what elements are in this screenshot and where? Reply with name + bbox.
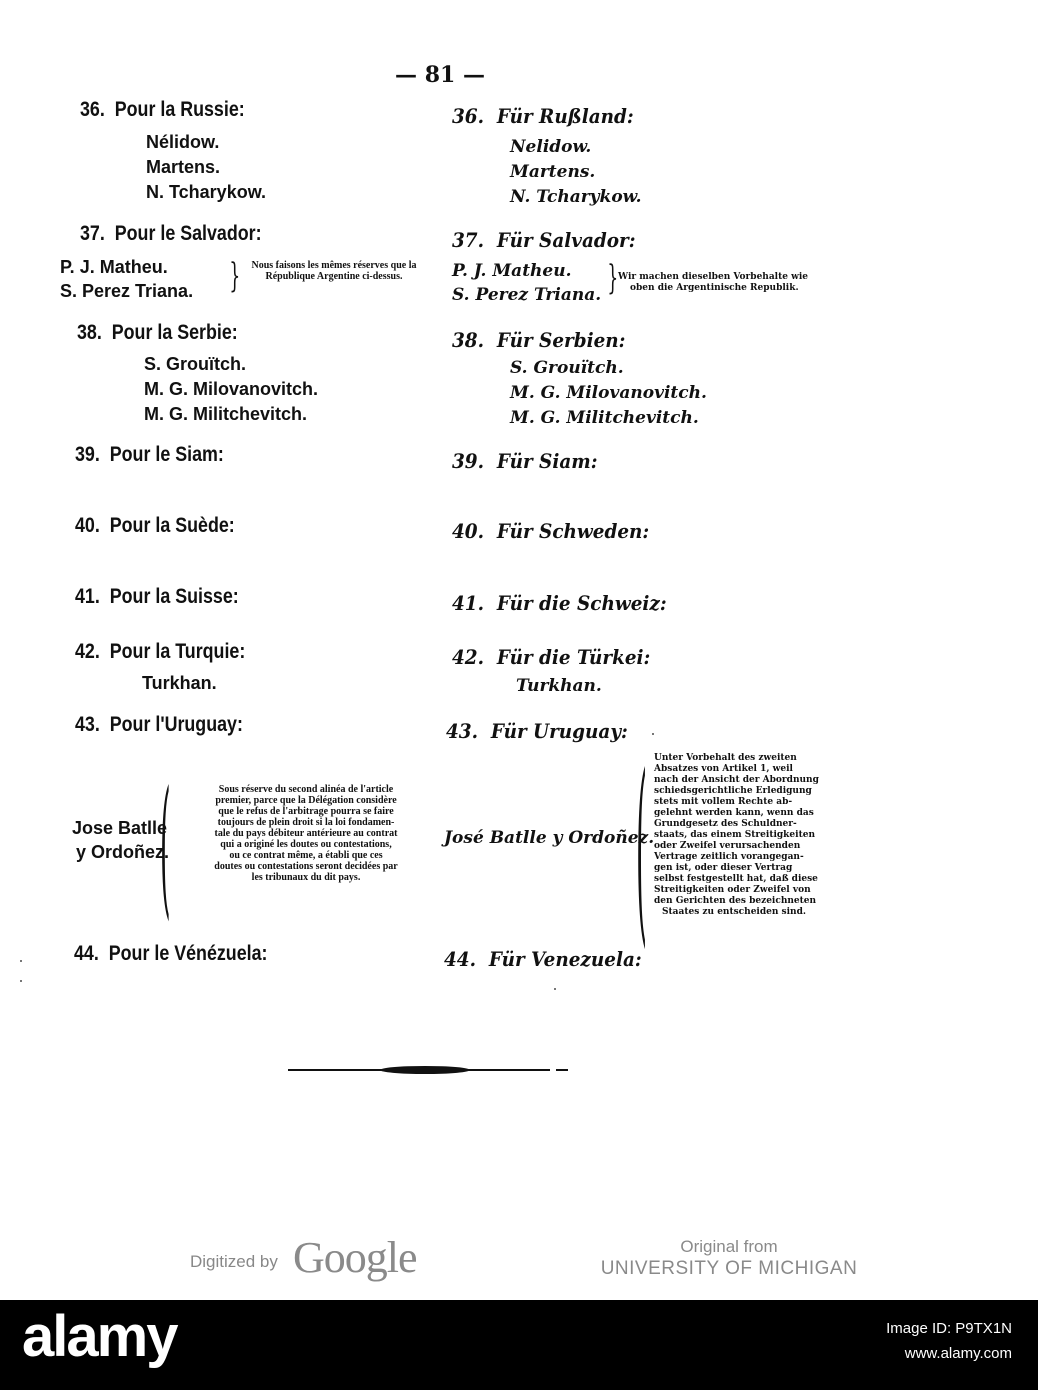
de-heading-36: 36. Für Rußland:	[452, 104, 634, 128]
fr-name: S. Grouïtch.	[144, 354, 247, 374]
fr-heading-42: 42. Pour la Turquie:	[75, 640, 246, 663]
de-heading-39: 39. Für Siam:	[452, 449, 598, 473]
de-name: S. Grouïtch.	[510, 358, 624, 378]
fr-heading-37: 37. Pour le Salvador:	[80, 222, 262, 245]
page-number: — 81 —	[395, 62, 485, 88]
fr-heading-43: 43. Pour l'Uruguay:	[75, 713, 243, 736]
google-logo: Google	[293, 1233, 417, 1282]
university-label: UNIVERSITY OF MICHIGAN	[600, 1258, 858, 1279]
fr-heading-36: 36. Pour la Russie:	[80, 98, 245, 121]
fr-name: Jose Batlle	[72, 818, 168, 838]
scan-speck	[554, 988, 556, 990]
scan-speck	[20, 960, 22, 962]
closing-rule-ornament	[380, 1066, 470, 1074]
de-note-43: Unter Vorbehalt des zweiten Absatzes von Artikel 1, weil nach der Ansicht der Abordnung schiedsgerichtliche Erledigung stets mit vollem Rechte ab- gelehnt werden kann, wenn das Grundgesetz des Schuldner- staats, das einem Streitigkeiten oder Zweifel verursachenden Vertrage zeitlich vorangegan- gen ist, oder dieser Vertrag selbst festgestellt hat, daß diese Streitigkeiten oder Zweifel von den Gerichten des bezeichneten Staates zu entscheiden sind.	[654, 753, 819, 917]
original-from-label: Original from	[680, 1237, 778, 1256]
de-heading-41: 41. Für die Schweiz:	[452, 591, 667, 615]
fr-heading-38: 38. Pour la Serbie:	[77, 321, 238, 344]
brace: (	[636, 733, 647, 966]
de-name: N. Tcharykow.	[510, 187, 642, 207]
fr-name: N. Tcharykow.	[146, 182, 267, 202]
alamy-logo: alamy	[22, 1304, 177, 1369]
de-name: José Batlle y Ordoñez.	[444, 828, 655, 848]
fr-name: S. Perez Triana.	[60, 281, 194, 301]
fr-name: P. J. Matheu.	[60, 257, 168, 277]
fr-note-37: Nous faisons les mêmes réserves que la République Argentine ci-dessus.	[251, 260, 417, 282]
de-heading-42: 42. Für die Türkei:	[452, 645, 651, 669]
fr-name: Turkhan.	[142, 673, 217, 693]
de-name: M. G. Militchevitch.	[510, 408, 699, 428]
digitized-by-label: Digitized by	[190, 1252, 278, 1271]
image-id: Image ID: P9TX1N	[886, 1320, 1012, 1337]
de-name: Turkhan.	[516, 676, 602, 696]
fr-heading-44: 44. Pour le Vénézuela:	[74, 942, 268, 965]
scan-speck	[652, 733, 654, 735]
closing-rule-tail	[556, 1069, 568, 1071]
brace: }	[229, 256, 241, 296]
watermark-url: www.alamy.com	[904, 1345, 1012, 1362]
de-name: Nelidow.	[510, 137, 592, 157]
fr-name: Martens.	[146, 157, 221, 177]
de-name: S. Perez Triana.	[452, 285, 602, 305]
de-note-37: Wir machen dieselben Vorbehalte wie oben die Argentinische Republik.	[618, 272, 808, 293]
brace: (	[160, 760, 171, 934]
brace: }	[607, 258, 619, 298]
de-name: Martens.	[510, 162, 596, 182]
de-name: M. G. Milovanovitch.	[510, 383, 707, 403]
fr-note-43: Sous réserve du second alinéa de l'article premier, parce que la Délégation considère que le refus de l'arbitrage pourra se faire toujours de plein droit si la loi fondamen- tale du pays débiteur antérieure au contrat qui a originé les doutes ou contestations, ou ce contrat même, a établi que ces doutes ou contestations seront decidées par les tribunaux du dit pays.	[214, 784, 398, 883]
fr-heading-41: 41. Pour la Suisse:	[75, 585, 239, 608]
de-heading-37: 37. Für Salvador:	[452, 228, 636, 252]
de-heading-40: 40. Für Schweden:	[452, 519, 650, 543]
de-name: P. J. Matheu.	[452, 261, 572, 281]
fr-heading-39: 39. Pour le Siam:	[75, 443, 224, 466]
de-heading-43: 43. Für Uruguay:	[446, 719, 628, 743]
fr-heading-40: 40. Pour la Suède:	[75, 514, 235, 537]
fr-name: y Ordoñez.	[76, 842, 170, 862]
de-heading-38: 38. Für Serbien:	[452, 328, 626, 352]
fr-name: Nélidow.	[146, 132, 220, 152]
fr-name: M. G. Milovanovitch.	[144, 379, 319, 399]
scan-speck	[20, 980, 22, 982]
de-heading-44: 44. Für Venezuela:	[444, 947, 642, 971]
fr-name: M. G. Militchevitch.	[144, 404, 308, 424]
